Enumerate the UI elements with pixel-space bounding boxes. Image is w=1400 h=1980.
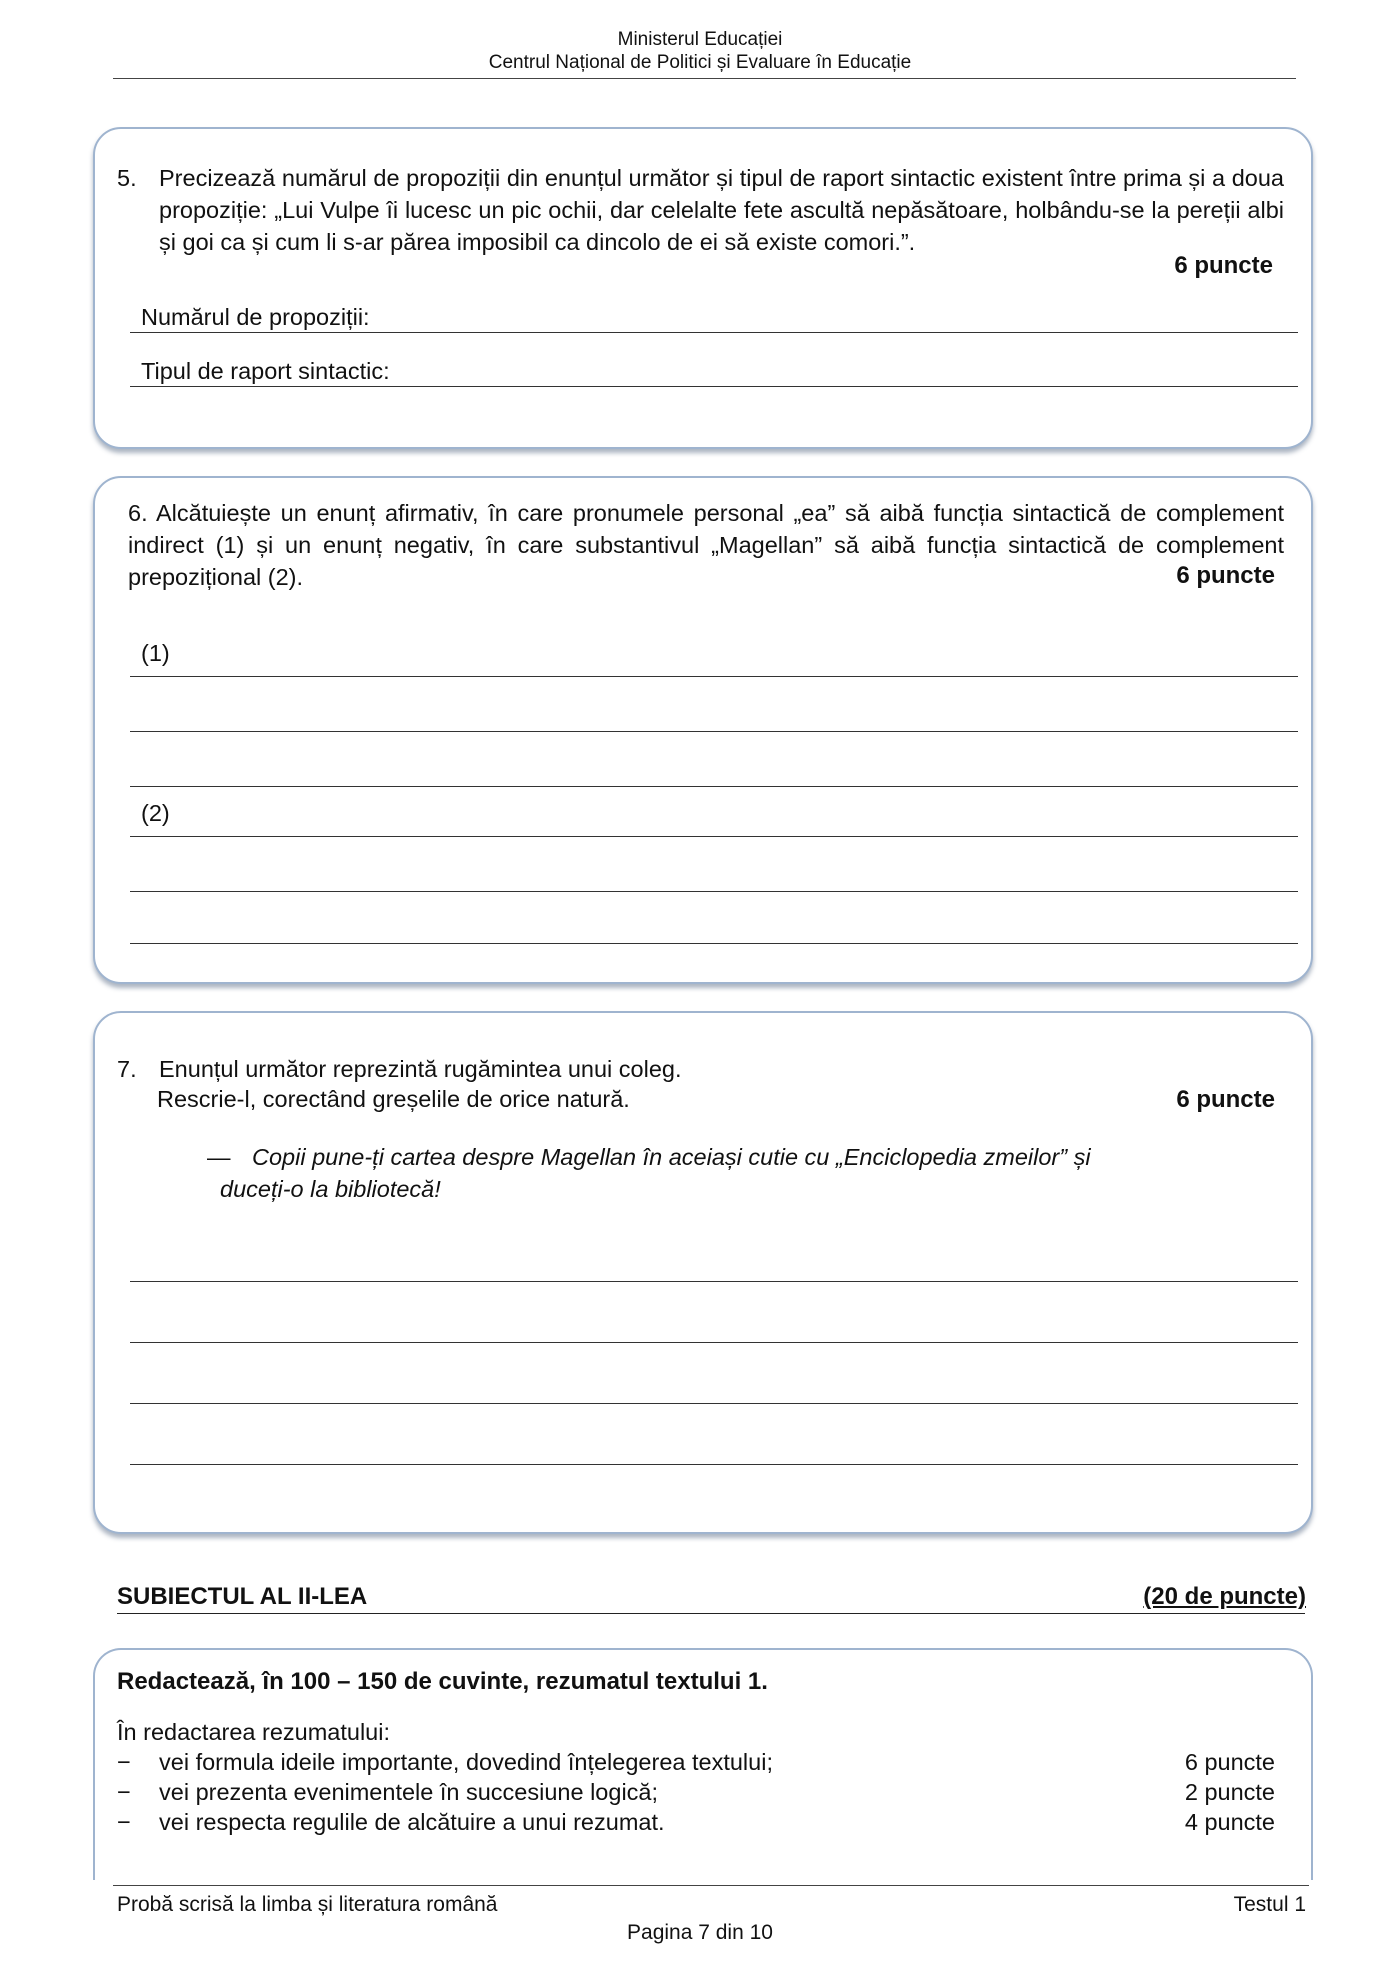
field-tip-raport-label: Tipul de raport sintactic: — [141, 358, 390, 384]
footer-rule — [113, 1885, 1309, 1886]
field-numar-propozitii-label: Numărul de propoziții: — [141, 304, 370, 330]
task-intro: În redactarea rezumatului: — [117, 1719, 391, 1745]
question-6-points: 6 puncte — [1176, 562, 1275, 589]
quote-line2: duceți-o la bibliotecă! — [220, 1176, 441, 1202]
question-7-points: 6 puncte — [1176, 1086, 1275, 1113]
criterion-dash: − — [117, 1809, 131, 1835]
criterion-points: 6 puncte — [1184, 1749, 1275, 1775]
answer-line[interactable] — [130, 386, 1298, 387]
question-7-box — [93, 1011, 1313, 1534]
answer-line[interactable] — [130, 891, 1298, 892]
criterion-text: vei formula ideile importante, dovedind înțelegerea textului; — [159, 1749, 773, 1775]
answer-line[interactable] — [130, 836, 1298, 837]
criterion-text: vei respecta regulile de alcătuire a unui rezumat. — [159, 1809, 665, 1835]
section-2-points: (20 de puncte) — [1143, 1583, 1306, 1610]
task-title: Redactează, în 100 – 150 de cuvinte, rezumatul textului 1. — [117, 1668, 768, 1695]
answer-line[interactable] — [130, 1342, 1298, 1343]
answer-line[interactable] — [130, 1464, 1298, 1465]
page-cut-fade — [95, 1854, 1311, 1880]
header-center: Centrul Național de Politici și Evaluare în Educație — [488, 52, 912, 73]
question-5-number: 5. — [117, 165, 137, 191]
question-6-text: 6. Alcătuiește un enunț afirmativ, în care pronumele personal „ea” să aibă funcția sintactică de complement indirect (1) și un enunț negativ, în care substantivul „Magellan” să aibă funcția sintactică de complement prepozițional (2). — [128, 500, 1284, 590]
question-7-number: 7. — [117, 1056, 137, 1082]
question-6-box — [93, 476, 1313, 984]
question-5-text: Precizează numărul de propoziții din enunțul următor și tipul de raport sintactic existent între prima și a doua propoziție: „Lui Vulpe îi lucesc un pic ochii, dar celelalte fete ascultă nepăsătoare, holbându-se la pereții albi și goi ca și cum li s-ar părea imposibil ca dincolo de ei să existe comori.”. — [159, 165, 1284, 255]
footer-exam-name: Probă scrisă la limba și literatura română — [117, 1893, 498, 1916]
criterion-points: 2 puncte — [1184, 1779, 1275, 1805]
task-box — [93, 1648, 1313, 1880]
section-2-rule — [117, 1613, 1305, 1614]
quote-dash: — — [207, 1144, 231, 1170]
question-5-points: 6 puncte — [1174, 252, 1273, 279]
answer-line[interactable] — [130, 676, 1298, 677]
question-7-line1: Enunțul următor reprezintă rugămintea unui coleg. — [159, 1056, 682, 1082]
header-rule — [113, 78, 1296, 79]
criterion-dash: − — [117, 1749, 131, 1775]
answer-line[interactable] — [130, 786, 1298, 787]
answer-label-1: (1) — [141, 640, 170, 666]
footer-test-number: Testul 1 — [1233, 1893, 1306, 1916]
answer-line[interactable] — [130, 1403, 1298, 1404]
criterion-dash: − — [117, 1779, 131, 1805]
answer-line[interactable] — [130, 731, 1298, 732]
question-5-box — [93, 127, 1313, 449]
section-2-title: SUBIECTUL AL II-LEA — [117, 1583, 368, 1610]
quote-line1: Copii pune-ți cartea despre Magellan în aceiași cutie cu „Enciclopedia zmeilor” și — [252, 1144, 1091, 1170]
criterion-points: 4 puncte — [1184, 1809, 1275, 1835]
answer-label-2: (2) — [141, 800, 170, 826]
criterion-text: vei prezenta evenimentele în succesiune logică; — [159, 1779, 659, 1805]
footer-page-number: Pagina 7 din 10 — [627, 1921, 773, 1944]
answer-line[interactable] — [130, 1281, 1298, 1282]
answer-line[interactable] — [130, 943, 1298, 944]
header-ministry: Ministerul Educației — [617, 29, 783, 50]
question-7-line2: Rescrie-l, corectând greșelile de orice natură. — [157, 1086, 630, 1112]
answer-line[interactable] — [130, 332, 1298, 333]
